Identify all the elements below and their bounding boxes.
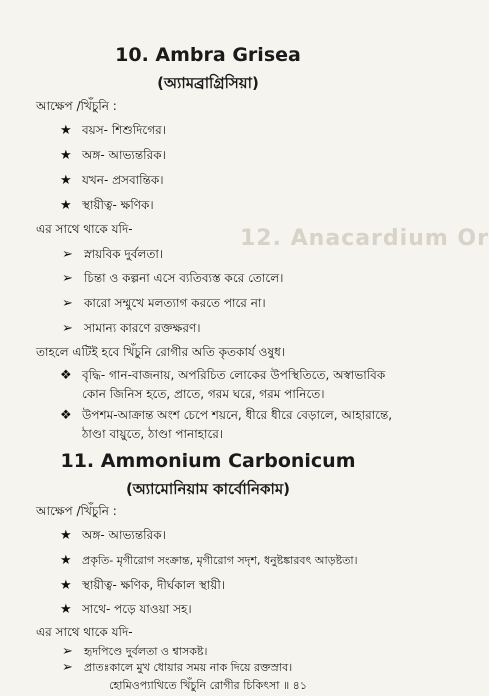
list-item: ★ স্থায়ীত্ব- ক্ষণিক, দীর্ঘকাল স্থায়ী।	[60, 578, 226, 593]
section-title: 10. Ambra Grisea	[115, 44, 301, 66]
star-icon: ★	[60, 148, 72, 163]
symptom-label: আক্ষেপ /খিঁচুনি :	[36, 504, 117, 518]
star-icon: ★	[60, 528, 72, 543]
list-item: ➢ সামান্য কারণে রক্তক্ষরণ।	[62, 321, 201, 336]
section-subtitle: (অ্যামোনিয়াম কার্বোনিকাম)	[125, 480, 291, 498]
star-icon: ★	[60, 553, 72, 568]
diamond-bullet-icon: ❖	[60, 408, 72, 423]
star-icon: ★	[60, 602, 72, 617]
symptom-label: আক্ষেপ /খিঁচুনি :	[36, 99, 117, 113]
star-icon: ★	[60, 198, 72, 213]
arrow-bullet-icon: ➢	[62, 660, 73, 675]
bleed-through-text: 12. Anacardium Or	[240, 226, 489, 251]
star-icon: ★	[60, 123, 72, 138]
with-label: এর সাথে থাকে যদি-	[36, 625, 133, 639]
page-footer: হোমিওপ্যাথিতে খিঁচুনি রোগীর চিকিৎসা ॥ ৪১	[109, 679, 307, 692]
arrow-bullet-icon: ➢	[62, 321, 73, 336]
star-icon: ★	[60, 578, 72, 593]
list-item: ★ অঙ্গ- আভ্যন্তরিক।	[60, 148, 166, 163]
amelioration-item: ❖ উপশম-আক্রান্ত অংশ চেপে শয়নে, ধীরে ধীরে বেড়ালে, আহারান্তে, ঠাণ্ডা বায়ুতে, ঠাণ্ডা পানাহারে।	[60, 408, 393, 441]
list-item: ★ সাথে- পড়ে যাওয়া সহ।	[60, 602, 192, 617]
arrow-bullet-icon: ➢	[62, 644, 73, 659]
arrow-bullet-icon: ➢	[62, 247, 73, 262]
arrow-bullet-icon: ➢	[62, 271, 73, 286]
list-item: ➢ স্নায়বিক দুর্বলতা।	[62, 247, 164, 262]
section-subtitle: (অ্যামব্রাগ্রিসিয়া)	[157, 74, 259, 92]
aggravation-item: ❖ বৃদ্ধি- গান-বাজনায়, অপরিচিত লোকের উপস্থিতিতে, অস্বাভাবিক কোন জিনিস হতে, প্রাতে, গরম ঘরে, গরম পানিতে।	[60, 368, 386, 401]
list-item: ➢ চিন্তা ও কল্পনা এসে ব্যতিব্যস্ত করে তোলে।	[62, 271, 284, 286]
list-item: ★ স্থায়ীত্ব- ক্ষণিক।	[60, 198, 154, 213]
list-item: ★ বয়স- শিশুদিগের।	[60, 123, 166, 138]
list-item: ★ প্রকৃতি- মৃগীরোগ সংক্রান্ত, মৃগীরোগ সদৃশ, ধনুষ্টঙ্কারবৎ আড়ষ্টতা।	[60, 553, 358, 568]
list-item: ★ যখন- প্রসবান্তিক।	[60, 173, 164, 188]
list-item: ➢ প্রাতঃকালে মুখ ধোয়ার সময় নাক দিয়ে রক্তস্রাব।	[62, 660, 293, 675]
list-item: ➢ কারো সম্মুখে মলত্যাগ করতে পারে না।	[62, 296, 266, 311]
section-title: 11. Ammonium Carbonicum	[60, 450, 356, 472]
list-item: ★ অঙ্গ- আভ্যন্তরিক।	[60, 528, 166, 543]
then-text: তাহলে এটিই হবে খিঁচুনি রোগীর অতি কৃতকার্য ওষুধ।	[36, 345, 286, 359]
star-icon: ★	[60, 173, 72, 188]
list-item: ➢ হৃদপিণ্ডে দুর্বলতা ও শ্বাসকষ্ট।	[62, 644, 208, 659]
arrow-bullet-icon: ➢	[62, 296, 73, 311]
with-label: এর সাথে থাকে যদি-	[36, 222, 133, 236]
diamond-bullet-icon: ❖	[60, 368, 72, 383]
